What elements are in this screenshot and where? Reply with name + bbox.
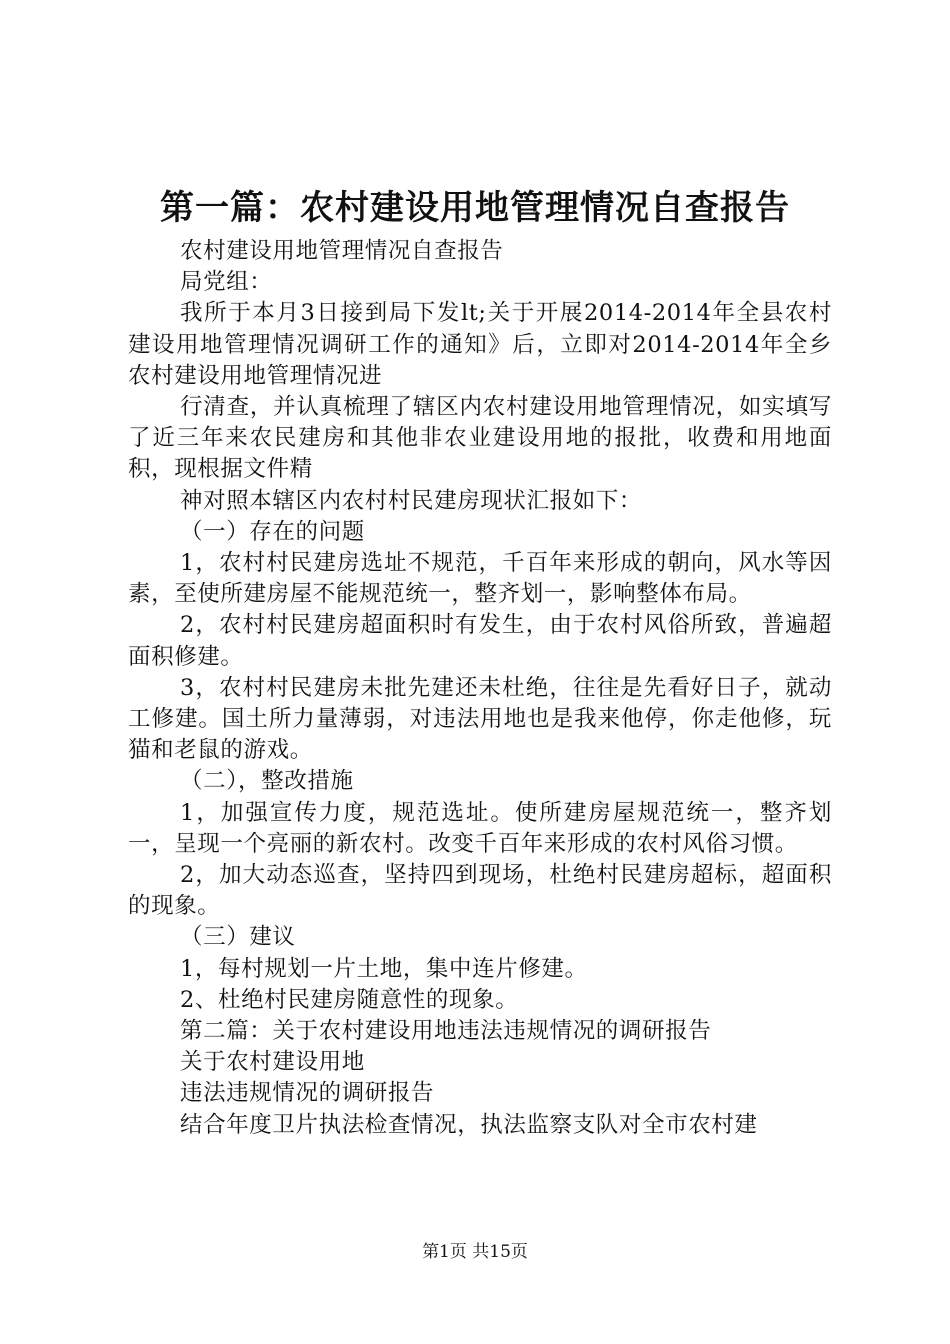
paragraph: 2，农村村民建房超面积时有发生，由于农村风俗所致，普遍超面积修建。 <box>128 612 832 670</box>
paragraph: 局党组： <box>180 269 273 296</box>
paragraph: 关于农村建设用地 <box>180 1049 365 1076</box>
section-heading: （一）存在的问题 <box>180 518 365 545</box>
paragraph: 3，农村村民建房未批先建还未杜绝，往往是先看好日子，就动工修建。国土所力量薄弱，对违法用地也是我来他停，你走他修，玩猫和老鼠的游戏。 <box>128 674 832 764</box>
chapter-heading: 第二篇：关于农村建设用地违法违规情况的调研报告 <box>180 1018 712 1045</box>
section-heading: （三）建议 <box>180 924 296 951</box>
paragraph: 神对照本辖区内农村村民建房现状汇报如下： <box>180 487 643 514</box>
paragraph: 我所于本月3日接到局下发lt;关于开展2014-2014年全县农村建设用地管理情况调研工作的通知》后，立即对2014-2014年全乡农村建设用地管理情况进 <box>128 300 832 389</box>
document-title: 第一篇：农村建设用地管理情况自查报告 <box>160 188 790 228</box>
paragraph: 2、杜绝村民建房随意性的现象。 <box>180 986 519 1013</box>
paragraph: 违法违规情况的调研报告 <box>180 1080 435 1107</box>
paragraph: 农村建设用地管理情况自查报告 <box>180 238 504 264</box>
paragraph: 行清查，并认真梳理了辖区内农村建设用地管理情况，如实填写了近三年来农民建房和其他非农业建设用地的报批，收费和用地面积，现根据文件精 <box>128 394 832 483</box>
section-heading: （二），整改措施 <box>180 768 354 795</box>
paragraph: 1，加强宣传力度，规范选址。使所建房屋规范统一，整齐划一，呈现一个亮丽的新农村。改变千百年来形成的农村风俗习惯。 <box>128 799 832 857</box>
paragraph: 1，农村村民建房选址不规范，千百年来形成的朝向，风水等因素，至使所建房屋不能规范统一，整齐划一，影响整体布局。 <box>128 550 832 608</box>
page-number-footer: 第1页 共15页 <box>422 1242 528 1262</box>
document-body <box>128 236 832 1141</box>
paragraph: 1，每村规划一片土地，集中连片修建。 <box>180 955 588 982</box>
paragraph: 结合年度卫片执法检查情况，执法监察支队对全市农村建 <box>180 1111 758 1138</box>
paragraph: 2，加大动态巡查，坚持四到现场，杜绝村民建房超标，超面积的现象。 <box>128 862 832 920</box>
